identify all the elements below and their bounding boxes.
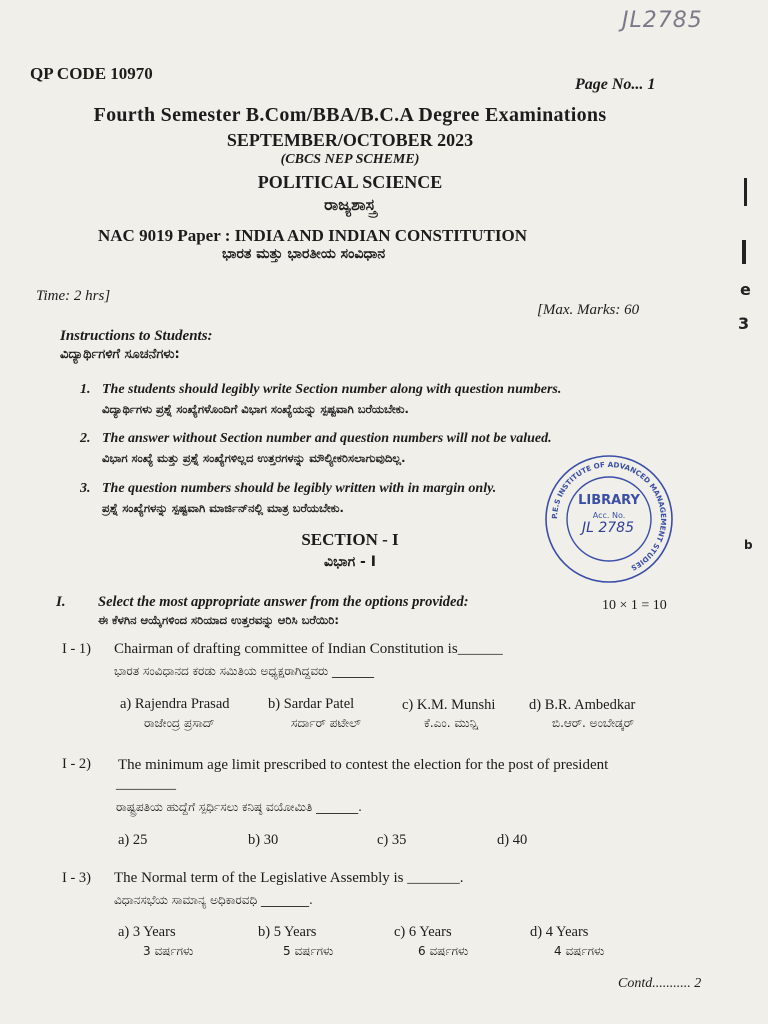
option-text: 40 xyxy=(512,832,528,848)
edge-glyph: e xyxy=(740,280,751,299)
option-text: 25 xyxy=(132,832,148,848)
question-blank: ________ xyxy=(116,776,176,792)
instruction-text: The answer without Section number and question numbers will not be valued. xyxy=(102,431,552,446)
option-c xyxy=(394,924,452,941)
section-title-kannada: ವಿಭಾಗ - I xyxy=(324,554,376,570)
option-label: a) xyxy=(118,832,130,848)
edge-glyph: 3 xyxy=(738,314,750,333)
stamp-acc-label: Acc. No. xyxy=(592,511,626,520)
option-c xyxy=(402,697,495,714)
instruction-number: 3. xyxy=(80,481,91,496)
question-text-kannada: ರಾಷ್ಟ್ರಪತಿಯ ಹುದ್ದೆಗೆ ಸ್ಪರ್ಧಿಸಲು ಕನಿಷ್ಠ ವಯೋಮಿತಿ _______. xyxy=(116,800,362,814)
instruction-text-kannada: ಪ್ರಶ್ನೆ ಸಂಖ್ಯೆಗಳನ್ನು ಸ್ಪಷ್ಟವಾಗಿ ಮಾರ್ಜಿನ್‌ನಲ್ಲಿ ಮಾತ್ರ ಬರೆಯಬೇಕು. xyxy=(102,501,344,515)
edge-mark xyxy=(742,240,746,264)
edge-mark xyxy=(744,178,747,206)
option-a xyxy=(118,832,147,849)
edge-glyph: b xyxy=(744,538,753,552)
option-d xyxy=(497,832,527,849)
option-d-kannada: ಬಿ.ಆರ್. ಅಂಬೇಡ್ಕರ್ xyxy=(552,716,635,730)
exam-title: Fourth Semester B.Com/BBA/B.C.A Degree Examinations xyxy=(93,104,607,126)
question-group-marks: 10 × 1 = 10 xyxy=(602,598,667,613)
option-label: b) xyxy=(248,832,261,848)
option-label: b) xyxy=(268,696,281,712)
instruction-text: The students should legibly write Section number along with question numbers. xyxy=(102,382,562,397)
option-c-kannada: 6 ವರ್ಷಗಳು xyxy=(418,944,469,958)
option-label: c) xyxy=(377,832,389,848)
option-b-kannada: 5 ವರ್ಷಗಳು xyxy=(283,944,334,958)
option-text: 3 Years xyxy=(132,924,176,940)
subject-title-kannada: ರಾಜ್ಯಶಾಸ್ತ್ರ xyxy=(324,195,376,214)
paper-title-kannada: ಭಾರತ ಮತ್ತು ಭಾರತೀಯ ಸಂವಿಧಾನ xyxy=(222,246,386,262)
option-b xyxy=(268,696,354,713)
question-text: The Normal term of the Legislative Assembly is _______. xyxy=(114,870,464,886)
question-number: I - 2) xyxy=(62,756,91,772)
option-text: 35 xyxy=(391,832,407,848)
time-allowed: Time: 2 hrs] xyxy=(36,288,111,304)
option-label: c) xyxy=(394,924,406,940)
option-a-kannada: 3 ವರ್ಷಗಳು xyxy=(143,944,194,958)
option-label: d) xyxy=(497,832,510,848)
continued-note: Contd........... 2 xyxy=(618,976,702,991)
option-a xyxy=(118,924,176,941)
exam-session: SEPTEMBER/OCTOBER 2023 xyxy=(226,130,474,150)
option-label: c) xyxy=(402,697,414,713)
option-text: 6 Years xyxy=(408,924,452,940)
question-number: I - 1) xyxy=(62,641,91,657)
subject-title: POLITICAL SCIENCE xyxy=(257,172,443,192)
option-b-kannada: ಸರ್ದಾರ್ ಪಟೇಲ್ xyxy=(291,716,361,730)
qp-code: QP CODE 10970 xyxy=(30,64,153,83)
instruction-text-kannada: ವಿದ್ಯಾರ್ಥಿಗಳು ಪ್ರಶ್ನೆ ಸಂಖ್ಯೆಗಳೊಂದಿಗೆ ವಿಭಾಗ ಸಂಖ್ಯೆಯನ್ನು ಸ್ಪಷ್ಟವಾಗಿ ಬರೆಯಬೇಕು. xyxy=(102,402,409,416)
option-label: d) xyxy=(529,697,542,713)
question-group-number: I. xyxy=(56,594,66,610)
section-title: SECTION - I xyxy=(301,530,399,549)
option-text: 4 Years xyxy=(545,924,589,940)
paper-title: NAC 9019 Paper : INDIA AND INDIAN CONSTITUTION xyxy=(98,226,527,245)
option-text: B.R. Ambedkar xyxy=(544,697,636,713)
option-label: b) xyxy=(258,924,271,940)
stamp-library-text: LIBRARY xyxy=(578,493,640,508)
option-text: K.M. Munshi xyxy=(416,697,496,713)
option-d xyxy=(529,697,635,714)
exam-scheme: (CBCS NEP SCHEME) xyxy=(280,152,420,167)
option-label: a) xyxy=(120,696,132,712)
instruction-text-kannada: ವಿಭಾಗ ಸಂಖ್ಯೆ ಮತ್ತು ಪ್ರಶ್ನೆ ಸಂಖ್ಯೆಗಳಿಲ್ಲದ ಉತ್ತರಗಳನ್ನು ಮೌಲ್ಯೀಕರಿಸಲಾಗುವುದಿಲ್ಲ. xyxy=(102,451,406,465)
instructions-heading-kannada: ವಿದ್ಯಾರ್ಥಿಗಳಿಗೆ ಸೂಚನೆಗಳು: xyxy=(60,347,180,362)
option-text: Rajendra Prasad xyxy=(134,696,230,712)
option-d xyxy=(530,924,588,941)
option-a xyxy=(120,696,230,713)
max-marks: [Max. Marks: 60 xyxy=(537,302,640,318)
option-text: 5 Years xyxy=(273,924,317,940)
stamp-handwritten-number: JL 2785 xyxy=(581,520,635,536)
option-c xyxy=(377,832,406,849)
handwritten-note: JL2785 xyxy=(622,8,703,33)
question-group-instruction-kannada: ಈ ಕೆಳಗಿನ ಆಯ್ಕೆಗಳಿಂದ ಸರಿಯಾದ ಉತ್ತರವನ್ನು ಆರಿಸಿ ಬರೆಯಿರಿ: xyxy=(98,613,339,627)
option-d-kannada: 4 ವರ್ಷಗಳು xyxy=(554,944,605,958)
question-text: Chairman of drafting committee of Indian Constitution is______ xyxy=(114,641,503,657)
option-b xyxy=(258,924,316,941)
option-b xyxy=(248,832,278,849)
option-label: a) xyxy=(118,924,130,940)
page-number: Page No... 1 xyxy=(575,76,656,93)
option-text: Sardar Patel xyxy=(283,696,355,712)
instruction-number: 2. xyxy=(80,431,91,446)
question-text-kannada: ಭಾರತ ಸಂವಿಧಾನದ ಕರಡು ಸಮಿತಿಯ ಅಧ್ಯಕ್ಷರಾಗಿದ್ದವರು _______ xyxy=(114,664,374,678)
question-text-kannada: ವಿಧಾನಸಭೆಯ ಸಾಮಾನ್ಯ ಅಧಿಕಾರವಧಿ ________. xyxy=(114,893,313,907)
instructions-heading: Instructions to Students: xyxy=(60,328,213,344)
stamp-ring-text: P.E.S INSTITUTE OF ADVANCED MANAGEMENT STUDIES xyxy=(549,459,669,573)
option-c-kannada: ಕೆ.ಎಂ. ಮುನ್ಷಿ xyxy=(424,716,479,730)
instruction-text: The question numbers should be legibly written with in margin only. xyxy=(102,481,497,496)
question-text: The minimum age limit prescribed to contest the election for the post of president xyxy=(118,757,609,773)
option-a-kannada: ರಾಜೇಂದ್ರ ಪ್ರಸಾದ್ xyxy=(144,716,215,730)
option-label: d) xyxy=(530,924,543,940)
instruction-number: 1. xyxy=(80,382,91,397)
question-number: I - 3) xyxy=(62,870,91,886)
option-text: 30 xyxy=(263,832,279,848)
question-group-instruction: Select the most appropriate answer from the options provided: xyxy=(98,594,469,610)
